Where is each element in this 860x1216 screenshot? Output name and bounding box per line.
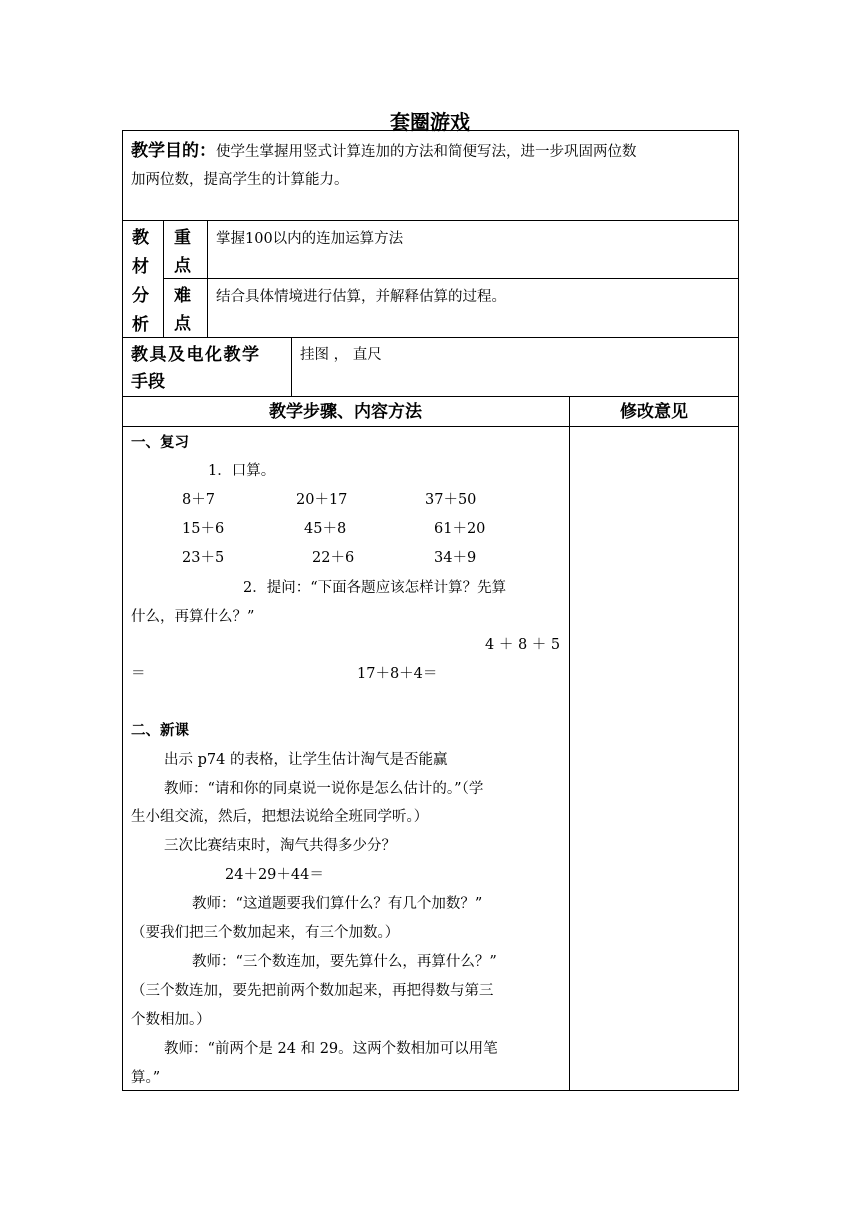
objective-text-2: 加两位数，提高学生的计算能力。 [131,172,349,188]
key-point-char: 点 [174,256,191,276]
paragraph: 算。” [131,1070,161,1086]
oral-item: 37＋50 [425,492,477,508]
paragraph: 教师：“三个数连加，要先算什么，再算什么？” [192,954,497,970]
oral-item: 34＋9 [434,550,477,566]
paragraph: 教师：“这道题要我们算什么？有几个加数？” [192,896,483,912]
tools-label-2: 手段 [131,372,165,392]
row-divider [163,278,739,279]
difficult-point-char: 难 [174,286,191,306]
row-divider [122,337,739,338]
col-divider [207,220,208,337]
paragraph: 24＋29＋44＝ [225,867,324,883]
paragraph: 教师：“前两个是 24 和 29。这两个数相加可以用笔 [164,1041,498,1057]
oral-item: 8＋7 [182,492,215,508]
row-divider [122,426,739,427]
paragraph: 生小组交流，然后，把想法说给全班同学听。） [131,809,429,825]
expression-b: 17＋8＋4＝ [357,666,438,682]
oral-heading: 1．口算。 [208,463,276,479]
question-2-line-1: 2．提问：“下面各题应该怎样计算？先算 [243,580,507,596]
tools-value: 挂图 ， 直尺 [300,347,382,363]
section-new-lesson: 二、新课 [131,723,189,739]
steps-header: 教学步骤、内容方法 [269,402,422,422]
paragraph: 教师：“请和你的同桌说一说你是怎么估计的。”（学 [164,781,484,797]
revise-header: 修改意见 [620,402,688,422]
page-title: 套圈游戏 [390,110,470,134]
paragraph: （要我们把三个数加起来，有三个加数。） [131,925,400,941]
oral-item: 45＋8 [304,521,347,537]
expression-a-equals: ＝ [131,666,146,682]
difficult-point-text: 结合具体情境进行估算，并解释估算的过程。 [216,289,506,305]
oral-item: 20＋17 [296,492,348,508]
col-divider [291,337,292,396]
col-divider [569,396,570,1091]
question-2-line-2: 什么，再算什么？” [131,609,255,625]
key-point-text: 掌握100以内的连加运算方法 [216,231,404,247]
tools-label-1: 教具及电化教学 [131,345,261,365]
analysis-char: 材 [132,257,149,277]
objective-label: 教学目的： [131,141,216,161]
objective-text-1: 使学生掌握用竖式计算连加的方法和简便写法，进一步巩固两位数 [216,144,637,160]
difficult-point-char: 点 [174,314,191,334]
paragraph: 个数相加。） [131,1012,211,1028]
analysis-char: 教 [132,228,149,248]
analysis-char: 分 [132,286,149,306]
oral-item: 23＋5 [182,550,225,566]
oral-item: 22＋6 [312,550,355,566]
paragraph: （三个数连加，要先把前两个数加起来，再把得数与第三 [131,983,494,999]
row-divider [122,220,739,221]
oral-item: 15＋6 [182,521,225,537]
paragraph: 三次比赛结束时，淘气共得多少分？ [164,838,396,854]
key-point-char: 重 [174,228,191,248]
row-divider [122,396,739,397]
analysis-char: 析 [132,315,149,335]
section-review: 一、复习 [131,435,189,451]
oral-item: 61＋20 [434,521,486,537]
paragraph: 出示 p74 的表格，让学生估计淘气是否能赢 [164,752,448,768]
objective-line-1 [131,137,637,167]
expression-a: 4 ＋ 8 ＋ 5 [485,637,561,653]
col-divider [163,220,164,337]
